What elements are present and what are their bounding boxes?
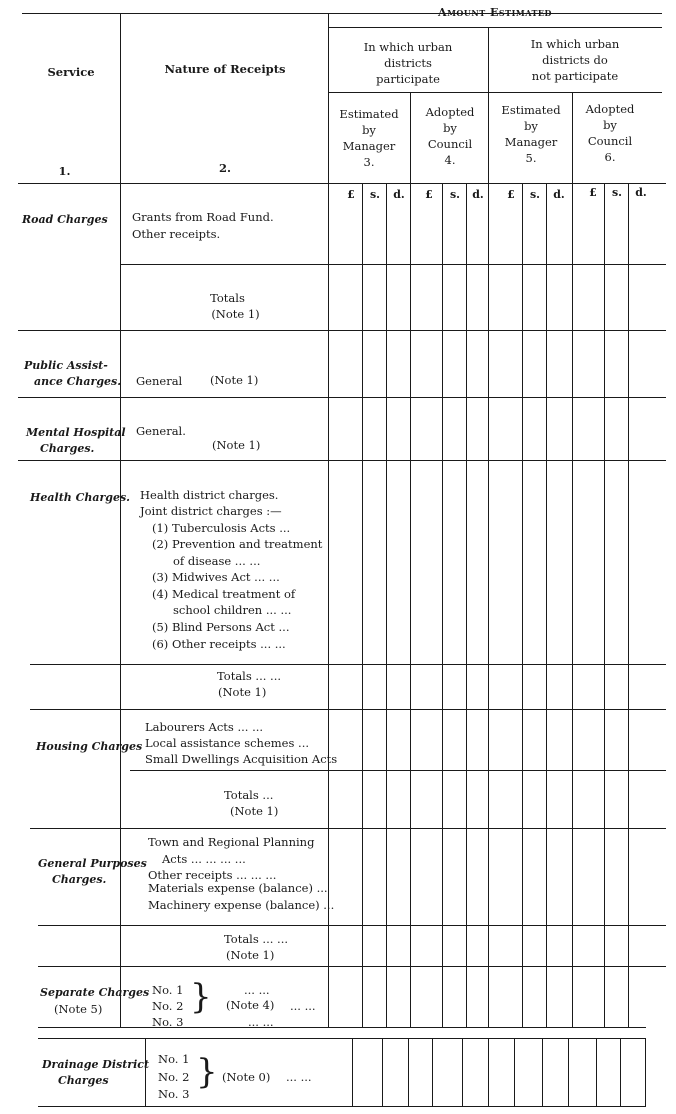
col4-header-line: 4.	[444, 153, 456, 167]
separate-number: No. 1	[152, 983, 184, 997]
col5-header-line: 5.	[525, 151, 537, 165]
rule-v-unit	[442, 183, 443, 1028]
totals-label: Totals	[210, 291, 245, 305]
separate-number: No. 2	[152, 999, 184, 1013]
rule-separate-end	[38, 1027, 646, 1028]
totals-label: Totals ... ...	[217, 669, 282, 683]
unit-pounds: £	[347, 188, 355, 201]
rule-v-unit	[546, 183, 547, 1028]
service-general-purposes: General Purposes	[38, 857, 147, 870]
rule-v-drainage	[542, 1038, 543, 1106]
rule-housing-end	[30, 828, 666, 829]
rule-v-drainage	[408, 1038, 409, 1106]
receipt-item: Other receipts.	[132, 227, 221, 241]
receipt-item: General.	[136, 424, 186, 438]
col4-header-line: Council	[427, 137, 473, 151]
unit-shillings: s.	[529, 188, 541, 201]
service-mental-hospital: Charges.	[40, 442, 95, 455]
drainage-number: No. 3	[158, 1087, 190, 1101]
separate-number: No. 3	[152, 1015, 184, 1029]
service-mental-hospital: Mental Hospital	[26, 426, 126, 439]
urban-not-participate-line: In which urban	[530, 37, 620, 51]
col6-header-line: Adopted	[585, 102, 635, 116]
rule-v-drainage	[596, 1038, 597, 1106]
col6-header-line: 6.	[604, 150, 616, 164]
totals-note: (Note 1)	[211, 307, 260, 321]
totals-label: Totals ...	[224, 788, 274, 802]
rule-v-amount	[328, 13, 329, 1028]
service-drainage-district: Charges	[58, 1074, 109, 1087]
rule-header-bottom	[18, 183, 666, 184]
rule-v-service	[120, 13, 121, 1028]
rule-v-urban-split	[488, 27, 489, 1028]
rule-v-drainage	[462, 1038, 463, 1106]
rule-sub-header	[328, 92, 662, 93]
rule-v-unit	[362, 183, 363, 1028]
service-separate-charges: Separate Charges	[40, 986, 150, 999]
rule-v-unit	[628, 183, 629, 1028]
col6-header-line: Council	[587, 134, 633, 148]
drainage-dots: ... ...	[286, 1070, 312, 1084]
separate-dots: ... ...	[244, 983, 270, 997]
service-drainage-district: Drainage District	[42, 1058, 150, 1071]
service-public-assistance: ance Charges.	[34, 375, 122, 388]
service-housing-charges: Housing Charges	[36, 740, 143, 753]
rule-v-drainage	[382, 1038, 383, 1106]
col5-header-line: by	[524, 119, 538, 133]
urban-participate-line: participate	[376, 72, 440, 86]
rule-urban-split	[328, 27, 662, 28]
unit-shillings: s.	[611, 186, 623, 199]
service-separate-note: (Note 5)	[54, 1002, 103, 1016]
receipt-item: Labourers Acts ... ...	[145, 720, 264, 734]
rule-mental-end	[18, 460, 666, 461]
receipt-item: (6) Other receipts ... ...	[152, 637, 286, 651]
rule-v-col6	[572, 92, 573, 1028]
receipt-item: school children ... ...	[173, 603, 292, 617]
totals-note: (Note 1)	[226, 948, 275, 962]
rule-v-col4	[410, 92, 411, 1028]
receipt-item: Health district charges.	[140, 488, 279, 502]
rule-public-end	[18, 397, 666, 398]
receipt-item: Grants from Road Fund.	[132, 210, 274, 224]
receipt-item: Acts ... ... ... ...	[162, 852, 246, 866]
unit-pounds: £	[425, 188, 433, 201]
brace-drainage: }	[196, 1052, 218, 1092]
unit-pence: d.	[393, 188, 405, 201]
receipt-item: Small Dwellings Acquisition Acts	[145, 752, 338, 766]
rule-bottom	[38, 1106, 646, 1107]
service-column-number: 1.	[58, 164, 71, 178]
rule-v-unit	[466, 183, 467, 1028]
unit-pounds: £	[507, 188, 515, 201]
separate-dots: ... ...	[248, 1015, 274, 1029]
service-column-header: Service	[47, 65, 95, 79]
drainage-number: No. 2	[158, 1070, 190, 1084]
rule-drainage-top	[38, 1038, 646, 1039]
receipt-item: Machinery expense (balance) ...	[148, 898, 335, 912]
unit-pence: d.	[635, 186, 647, 199]
col5-header-line: Manager	[504, 135, 558, 149]
service-road-charges: Road Charges	[22, 213, 108, 226]
rule-road-end	[18, 330, 666, 331]
rule-v-drainage	[432, 1038, 433, 1106]
rule-health-totals	[30, 664, 666, 665]
nature-column-header: Nature of Receipts	[164, 62, 286, 76]
receipt-note: (Note 1)	[210, 373, 259, 387]
col3-header-line: Manager	[342, 139, 396, 153]
rule-v-drainage	[645, 1038, 646, 1106]
amount-estimated-heading: Amount Estimated	[438, 6, 552, 19]
separate-note: (Note 4)	[226, 998, 275, 1012]
service-public-assistance: Public Assist-	[24, 359, 108, 372]
unit-shillings: s.	[449, 188, 461, 201]
col3-header-line: 3.	[363, 155, 375, 169]
totals-note: (Note 1)	[218, 685, 267, 699]
receipt-item: Other receipts ... ... ...	[148, 868, 277, 882]
rule-health-end	[30, 709, 666, 710]
receipt-item: Town and Regional Planning	[148, 835, 315, 849]
brace-separate: }	[190, 977, 212, 1017]
rule-v-unit	[386, 183, 387, 1028]
receipt-item: (4) Medical treatment of	[152, 587, 296, 601]
drainage-number: No. 1	[158, 1052, 190, 1066]
urban-participate-line: districts	[384, 56, 432, 70]
receipt-item: Local assistance schemes ...	[145, 736, 310, 750]
totals-label: Totals ... ...	[224, 932, 289, 946]
rule-v-drainage	[620, 1038, 621, 1106]
nature-column-number: 2.	[218, 161, 231, 175]
receipt-item: of disease ... ...	[173, 554, 261, 568]
col6-header-line: by	[603, 118, 617, 132]
drainage-note: (Note 0)	[222, 1070, 271, 1084]
col4-header-line: Adopted	[425, 105, 475, 119]
receipt-item: General	[136, 374, 183, 388]
unit-pence: d.	[553, 188, 565, 201]
receipt-item: (3) Midwives Act ... ...	[152, 570, 280, 584]
col5-header-line: Estimated	[501, 103, 561, 117]
receipt-item: (5) Blind Persons Act ...	[152, 620, 290, 634]
urban-not-participate-line: not participate	[531, 69, 619, 83]
unit-pounds: £	[589, 186, 597, 199]
rule-v-unit	[522, 183, 523, 1028]
separate-dots: ... ...	[290, 999, 316, 1013]
receipt-item: Materials expense (balance) ...	[148, 881, 328, 895]
receipt-note: (Note 1)	[212, 438, 261, 452]
rule-housing-totals	[130, 770, 666, 771]
unit-pence: d.	[472, 188, 484, 201]
rule-v-drainage	[514, 1038, 515, 1106]
unit-shillings: s.	[369, 188, 381, 201]
totals-note: (Note 1)	[230, 804, 279, 818]
service-health-charges: Health Charges.	[30, 491, 130, 504]
col3-header-line: by	[362, 123, 376, 137]
rule-v-drainage	[568, 1038, 569, 1106]
rule-v-drainage	[488, 1038, 489, 1106]
rule-v-drainage	[352, 1038, 353, 1106]
col4-header-line: by	[443, 121, 457, 135]
urban-not-participate-line: districts do	[542, 53, 608, 67]
service-general-purposes: Charges.	[52, 873, 107, 886]
receipt-item: Joint district charges :—	[140, 504, 282, 518]
rule-v-unit	[604, 183, 605, 1028]
col3-header-line: Estimated	[339, 107, 399, 121]
receipt-item: (2) Prevention and treatment	[152, 537, 323, 551]
rule-road-totals	[120, 264, 666, 265]
receipt-item: (1) Tuberculosis Acts ...	[152, 521, 291, 535]
urban-participate-line: In which urban	[363, 40, 453, 54]
